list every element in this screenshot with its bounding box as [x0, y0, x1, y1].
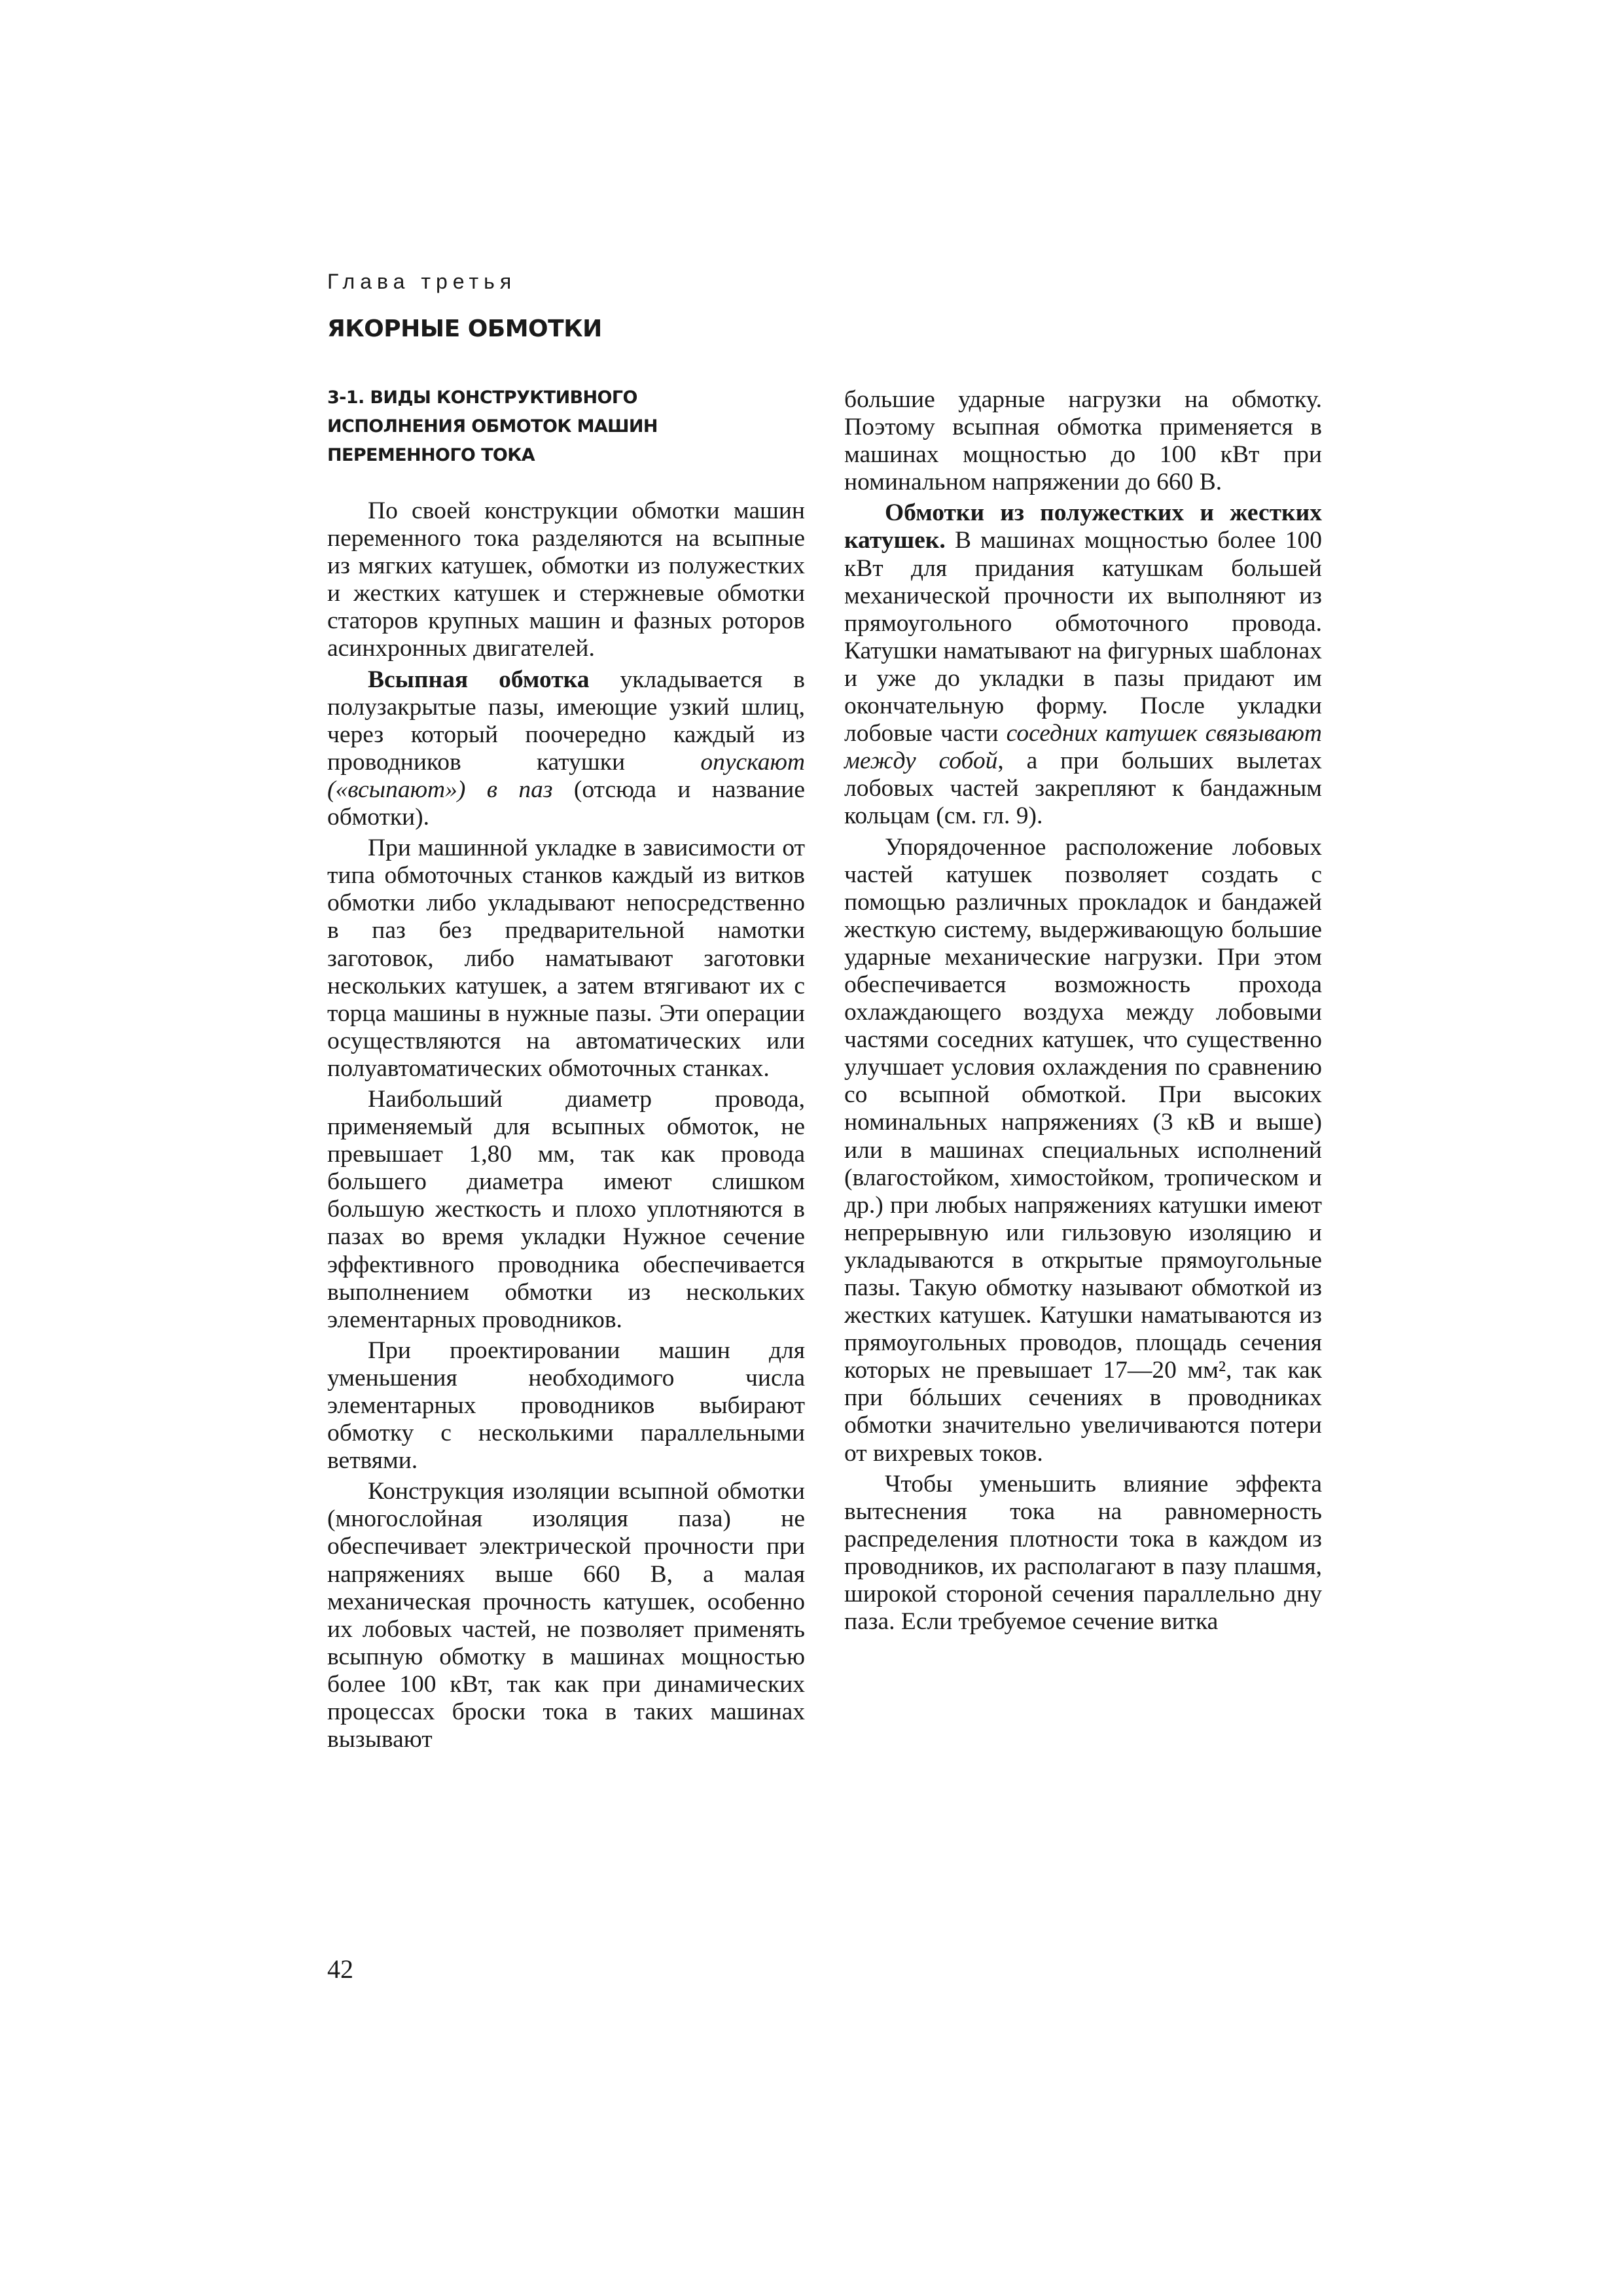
text: В машинах мощностью более 100 кВт для придания катушкам большей механической прочности их выполняют из прямоугольного обмоточного провода. Катушки наматывают на фигурных шаблонах и уже до укладки в пазы придают им окончательную форму. После укладки лобовые части	[844, 527, 1322, 747]
page-number: 42	[327, 1954, 353, 1984]
paragraph: При проектировании машин для уменьшения необходимого числа элементарных проводников выбирают обмотку с несколькими параллельными ветвями.	[327, 1336, 805, 1475]
paragraph: Чтобы уменьшить влияние эффекта вытеснения тока на равномерность распределения плотности тока в каждом из проводников, их располагают в пазу плашмя, широкой стороной сечения параллельно дну паза. Если требуемое сечение витка	[844, 1470, 1322, 1636]
paragraph: Наибольший диаметр провода, применяемый для всыпных обмоток, не превышает 1,80 мм, так как провода большего диаметра имеют слишком большую жесткость и плохо уплотняются в пазах во время укладки Нужное сечение эффективного проводника обеспечивается выполнением обмотки из нескольких элементарных проводников.	[327, 1085, 805, 1333]
paragraph: При машинной укладке в зависимости от типа обмоточных станков каждый из витков обмотки либо укладывают непосредственно в паз без предварительной намотки заготовок, либо наматывают заготовки нескольких катушек, а затем втягивают их с торца машины в нужные пазы. Эти операции осуществляются на автоматических или полуавтоматических обмоточных станках.	[327, 834, 805, 1082]
term: Всыпная обмотка	[368, 666, 590, 693]
section-title-line: 3-1. ВИДЫ КОНСТРУКТИВНОГО	[327, 387, 637, 408]
emphasis: соседних катушек связывают между собой	[844, 720, 1322, 775]
term: Обмотки из полужестких и жестких катушек.	[844, 499, 1322, 554]
paragraph: Упорядоченное расположение лобовых частей катушек позволяет создать с помощью различных прокладок и бандажей жесткую систему, выдерживающую большие ударные механические нагрузки. При этом обеспечивается возможность прохода охлаждающего воздуха между лобовыми частями соседних катушек, что существенно улучшает условия охлаждения по сравнению со всыпной обмоткой. При высоких номинальных напряжениях (3 кВ и выше) или в машинах специальных исполнений (влагостойком, химостойком, тропическом и др.) при любых напряжениях катушки имеют непрерывную или гильзовую изоляцию и укладываются в открытые прямоугольные пазы. Такую обмотку называют обмоткой из жестких катушек. Катушки наматываются из прямоугольных проводов, площадь сечения которых не превышает 17—20 мм², так как при бóльших сечениях в проводниках обмотки значительно увеличиваются потери от вихревых токов.	[844, 833, 1322, 1467]
text: (отсюда и название обмотки).	[327, 776, 805, 831]
section-title-line: ПЕРЕМЕННОГО ТОКА	[327, 445, 535, 465]
emphasis: опускают («всыпают») в паз	[327, 748, 805, 803]
chapter-label: Глава третья	[327, 270, 517, 293]
right-column	[844, 386, 1322, 1636]
paragraph: большие ударные нагрузки на обмотку. Поэтому всыпная обмотка применяется в машинах мощностью до 100 кВт при номинальном напряжении до 660 В.	[844, 386, 1322, 496]
paragraph	[327, 666, 805, 832]
section-title-line: ИСПОЛНЕНИЯ ОБМОТОК МАШИН	[327, 416, 658, 437]
chapter-title: ЯКОРНЫЕ ОБМОТКИ	[327, 315, 602, 342]
paragraph: Конструкция изоляции всыпной обмотки (многослойная изоляция паза) не обеспечивает электрической прочности при напряжениях выше 660 В, а малая механическая прочность катушек, особенно их лобовых частей, не позволяет применять всыпную обмотку в машинах мощностью более 100 кВт, так как при динамических процессах броски тока в таких машинах вызывают	[327, 1478, 805, 1753]
section-title	[327, 384, 694, 470]
text: , а при больших вылетах лобовых частей закрепляют к бандажным кольцам (см. гл. 9).	[844, 747, 1323, 830]
text: укладывается в полузакрытые пазы, имеющие узкий шлиц, через который поочередно каждый из проводников катушки	[327, 666, 805, 776]
left-column	[327, 497, 805, 1753]
paragraph	[844, 499, 1322, 830]
paragraph: По своей конструкции обмотки машин переменного тока разделяются на всыпные из мягких катушек, обмотки из полужестких и жестких катушек и стержневые обмотки статоров крупных машин и фазных роторов асинхронных двигателей.	[327, 497, 805, 662]
